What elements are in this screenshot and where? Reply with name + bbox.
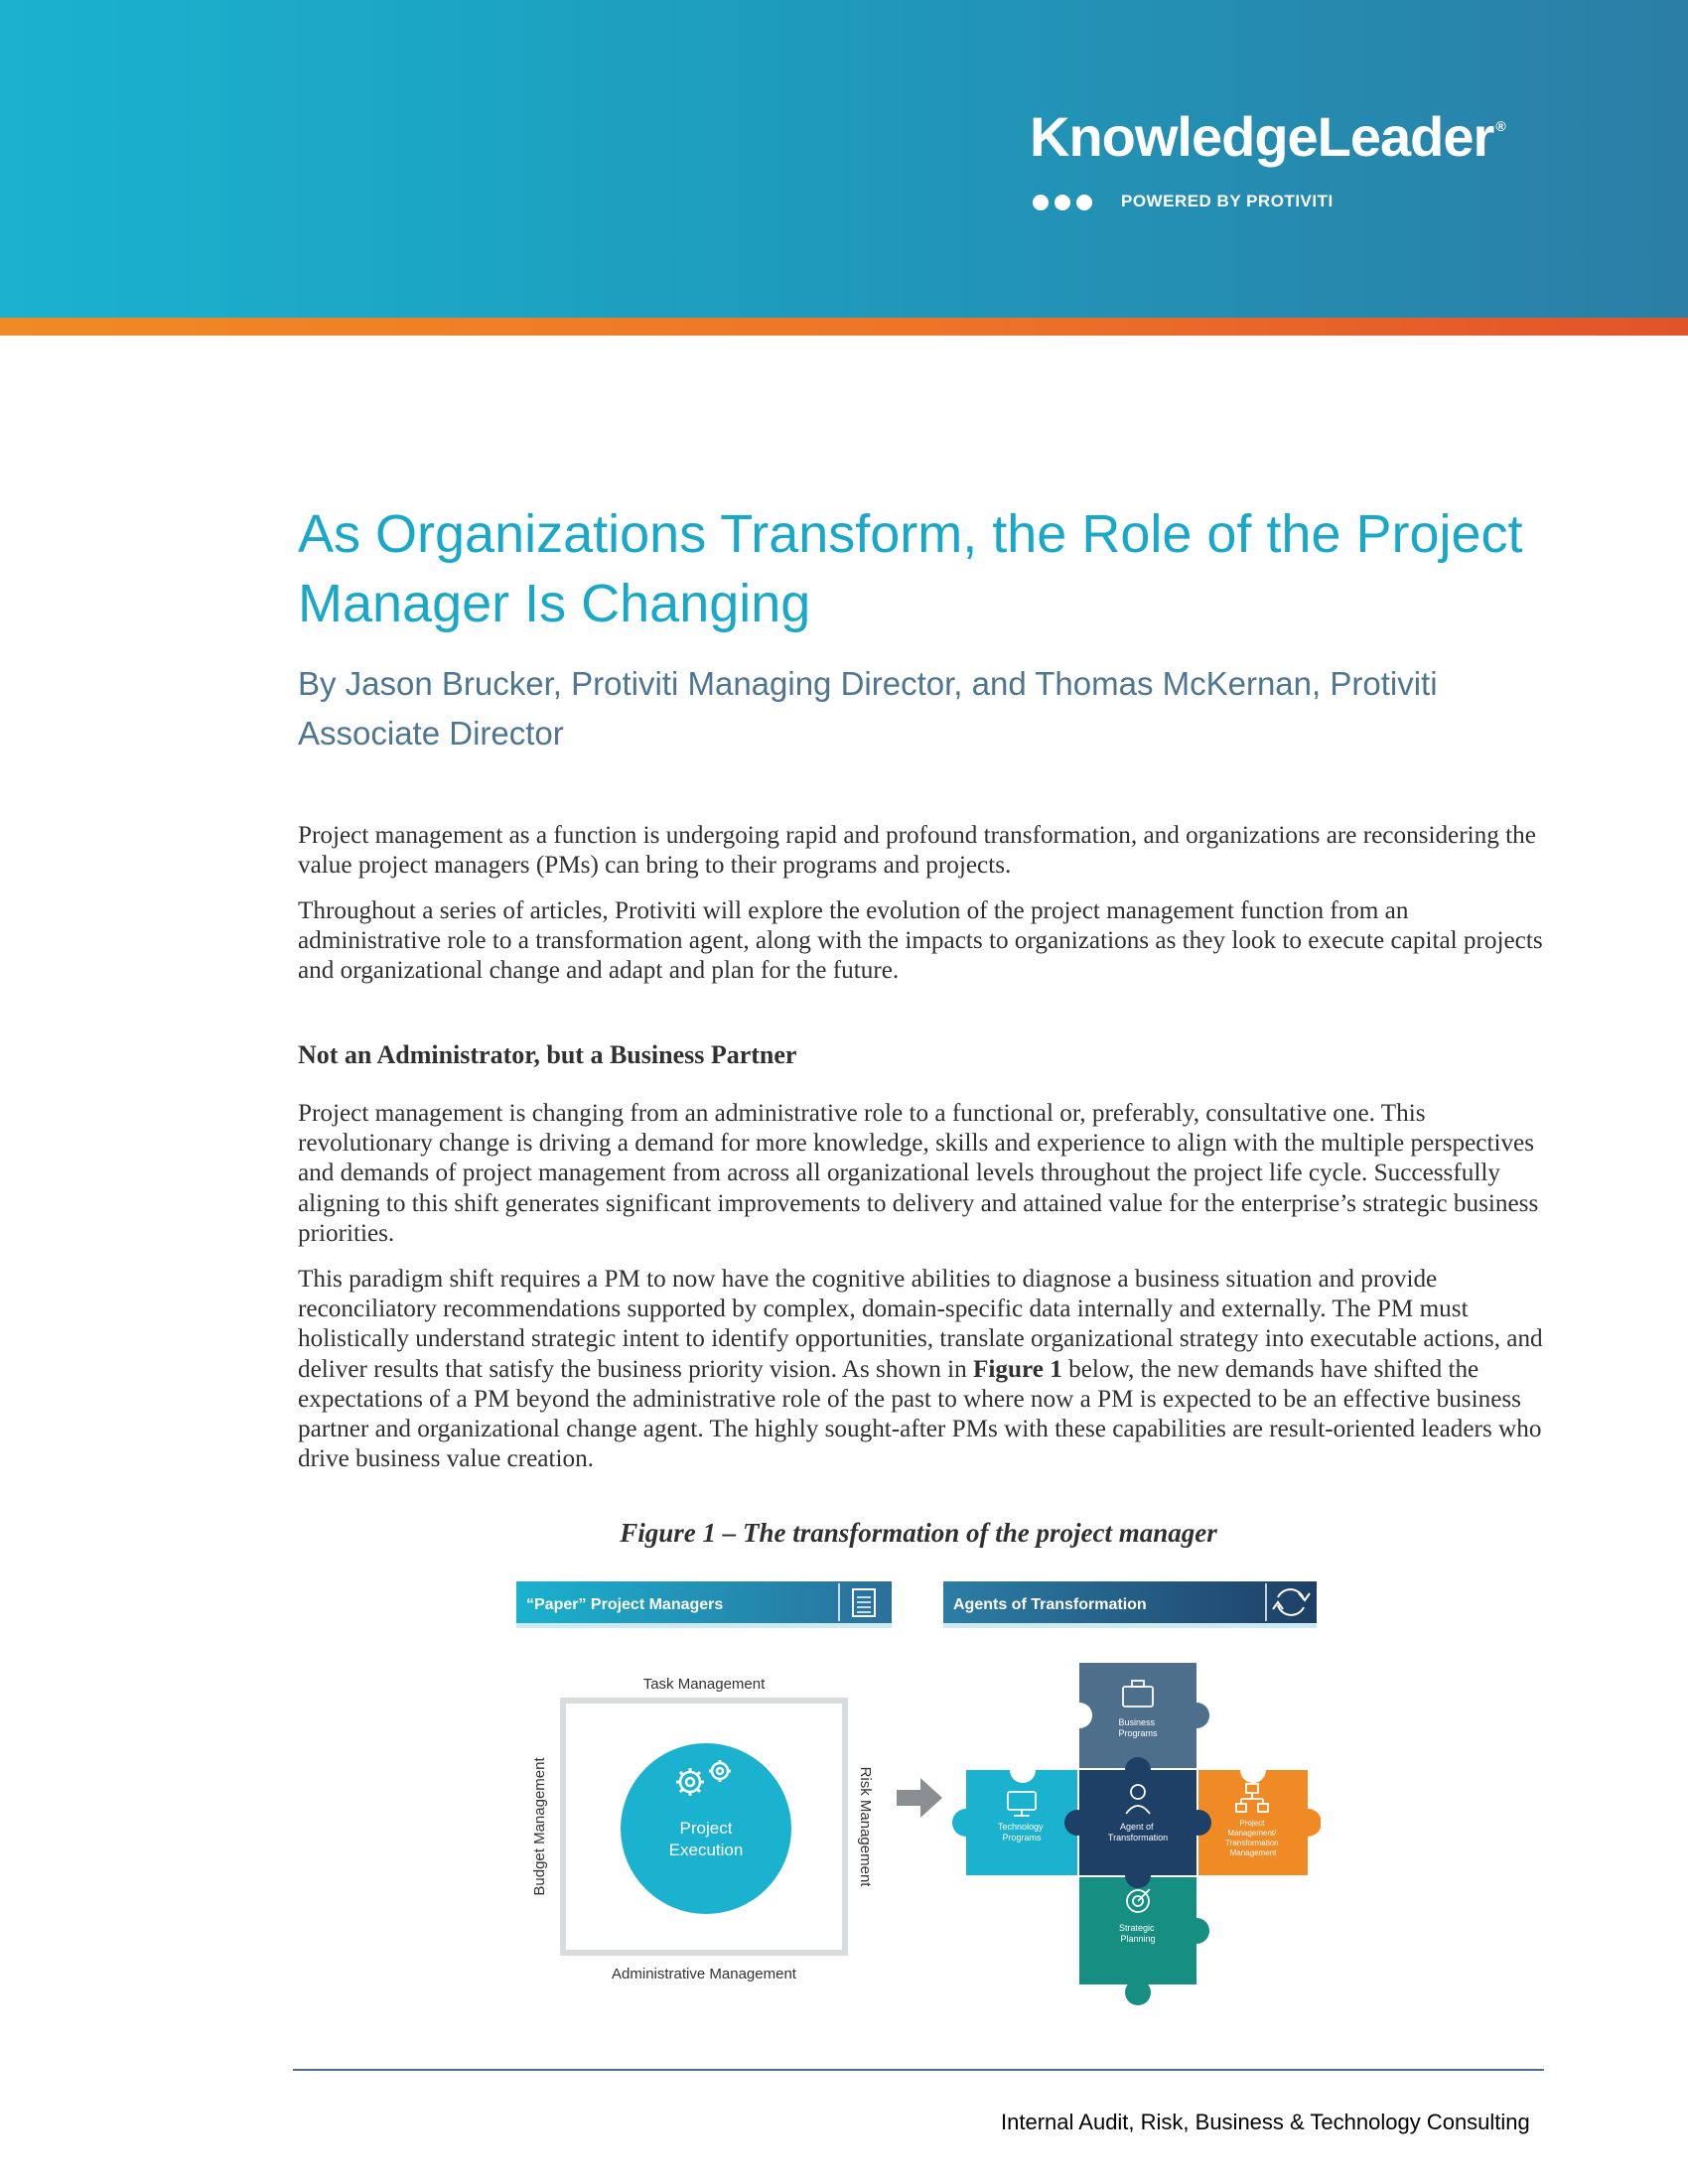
risk-management-label: Risk Management	[857, 1766, 874, 1887]
brand-dots-icon	[1033, 195, 1098, 215]
technology-programs-label	[998, 1822, 1046, 1843]
paragraph-text: below, the new demands have shifted the expectations of a PM beyond the administrative role of the past to where now a PM is expected to be an effective business partner and organizational change agent. The highly sought-after PMs with these capabilities are result-oriented leaders who drive business value creation.	[298, 1355, 1542, 1473]
figure-reference: Figure 1	[973, 1355, 1062, 1383]
project-execution-line1: Project	[679, 1819, 733, 1838]
project-execution-line2: Execution	[668, 1841, 744, 1859]
pm-transformation-line2: Management/	[1227, 1829, 1277, 1838]
brand-tagline: POWERED BY PROTIVITI	[1121, 192, 1334, 210]
technology-programs-line2: Programs	[1002, 1833, 1042, 1843]
puzzle-diagram	[952, 1663, 1321, 2005]
right-panel-header-underline	[943, 1623, 1317, 1628]
section-paragraph-1: Project management is changing from an administrative role to a functional or, preferably, consultative one. This revolutionary change is driving a demand for more knowledge, skills and experience to align with the multiple perspectives and demands of project management from across all organizational levels throughout the project life cycle. Successfully aligning to this shift generates significant improvements to delivery and attained value for the enterprise’s strategic business priorities.	[298, 1100, 1539, 1247]
transition-arrow-icon	[897, 1778, 942, 1818]
article-title: As Organizations Transform, the Role of the Project Manager Is Changing	[298, 504, 1523, 633]
brand-name: KnowledgeLeader	[1030, 105, 1494, 168]
brand-logo	[1030, 104, 1505, 169]
article-byline: By Jason Brucker, Protiviti Managing Director, and Thomas McKernan, Protiviti Associate Director	[298, 665, 1438, 751]
task-management-label: Task Management	[642, 1676, 766, 1693]
business-programs-line1: Business	[1118, 1717, 1156, 1727]
intro-paragraph-2: Throughout a series of articles, Protiviti will explore the evolution of the project management function from an administrative role to a transformation agent, along with the impacts to organizations as they look to execute capital projects and organizational change and adapt and plan for the future.	[298, 897, 1543, 985]
pm-transformation-line1: Project	[1239, 1819, 1265, 1828]
agent-of-transformation-line1: Agent of	[1119, 1822, 1154, 1832]
pm-transformation-line3: Transformation	[1225, 1839, 1279, 1847]
left-panel-header-title: “Paper” Project Managers	[526, 1596, 724, 1613]
registered-mark: ®	[1495, 118, 1505, 134]
figure-caption: Figure 1 – The transformation of the project manager	[620, 1518, 1217, 1548]
puzzle-piece-pm-transformation-management	[1198, 1757, 1321, 1875]
figure-transformation-diagram	[511, 1573, 1321, 2020]
right-panel-header-title: Agents of Transformation	[953, 1596, 1147, 1613]
pm-transformation-line4: Management	[1229, 1848, 1277, 1857]
footer-divider	[293, 2069, 1544, 2071]
strategic-planning-label	[1119, 1923, 1157, 1944]
intro-paragraph-1: Project management as a function is undergoing rapid and profound transformation, and organizations are reconsidering the value project managers (PMs) can bring to their programs and projects.	[298, 822, 1536, 880]
technology-programs-line1: Technology	[997, 1822, 1044, 1832]
left-panel-header-underline	[516, 1623, 892, 1628]
header-accent-stripe	[0, 318, 1688, 336]
footer-text: Internal Audit, Risk, Business & Technology Consulting	[1001, 2110, 1530, 2134]
business-programs-label	[1118, 1717, 1158, 1738]
strategic-planning-line2: Planning	[1120, 1934, 1156, 1944]
budget-management-label: Budget Management	[531, 1757, 548, 1896]
puzzle-piece-business-programs	[1066, 1663, 1209, 1768]
strategic-planning-line1: Strategic	[1118, 1923, 1155, 1933]
section-paragraph-2	[298, 1265, 1551, 1474]
administrative-management-label: Administrative Management	[612, 1966, 796, 1982]
section-heading: Not an Administrator, but a Business Partner	[298, 1040, 797, 1069]
business-programs-line2: Programs	[1118, 1728, 1158, 1738]
paragraph-text: This paradigm shift requires a PM to now have the cognitive abilities to diagnose a business situation and provide reconciliatory recommendations supported by complex, domain-specific data internally and externally. The PM must holistically understand strategic intent to identify opportunities, translate organizational strategy into executable actions, and deliver results that satisfy the business priority vision. As shown in	[298, 1266, 1543, 1383]
agent-of-transformation-line2: Transformation	[1107, 1833, 1169, 1843]
